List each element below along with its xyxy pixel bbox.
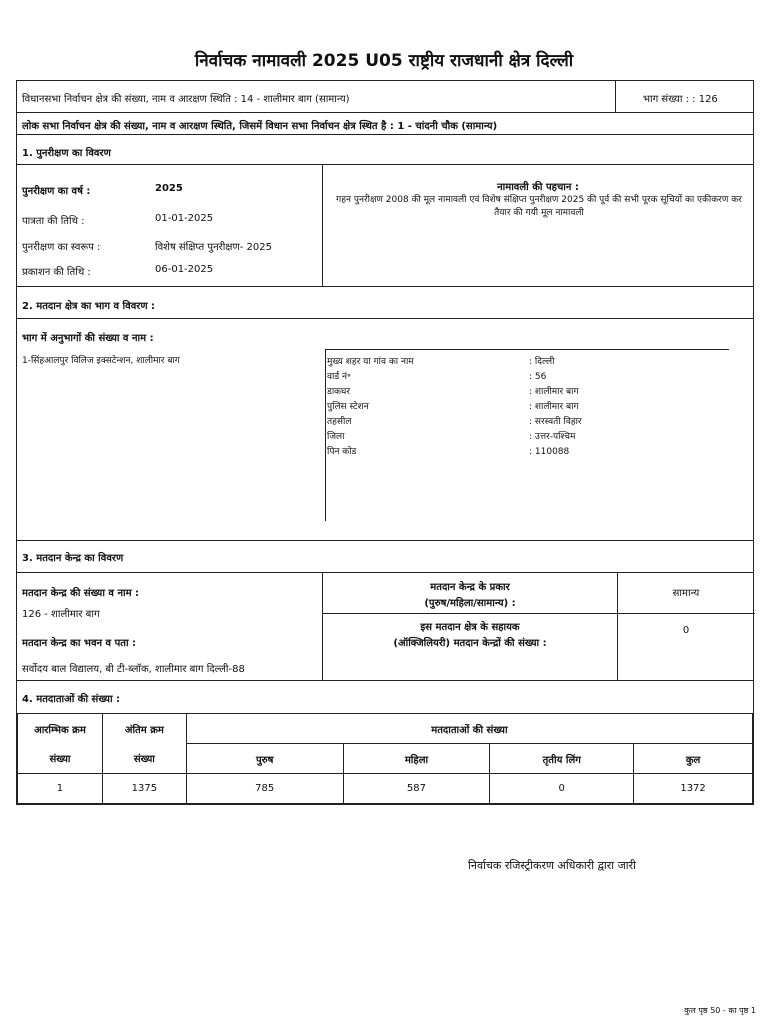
aux-station-label-1: इस मतदान क्षेत्र के सहायक xyxy=(420,622,520,633)
voter-count-table xyxy=(17,713,753,804)
assembly-row xyxy=(17,81,753,113)
voter-count-table-wrap xyxy=(17,713,753,804)
end-serial-header-1: अंतिम क्रम xyxy=(102,714,186,744)
roll-cover-frame xyxy=(16,80,754,805)
section-1-name: 1-सिंहआलपुर विलिज इक्सटेन्शन, शालीमार बाग xyxy=(22,356,180,366)
female-count: 587 xyxy=(343,774,490,804)
issuing-authority: निर्वाचक रजिस्ट्रीकरण अधिकारी द्वारा जारी xyxy=(468,859,636,872)
end-serial-header-2: संख्या xyxy=(102,744,186,774)
lok-sabha-row xyxy=(17,113,753,135)
address-value: : 56 xyxy=(529,372,547,382)
qualifying-date-label: पात्रता की तिथि : xyxy=(22,216,85,227)
polling-area-heading-row xyxy=(17,287,753,319)
address-key: जिला xyxy=(327,432,345,442)
roll-identification-text: गहन पुनरीक्षण 2008 की मूल नामावली एवं विशेष संक्षिप्त पुनरीक्षण 2025 की पूर्व की सभी पूरक सूचियों का एकीकरण कर तैयार की गयी मूल नामावली xyxy=(336,195,742,218)
polling-area-heading: 2. मतदान क्षेत्र का भाग व विवरण : xyxy=(22,301,156,312)
station-number-label: मतदान केन्द्र की संख्या व नाम : xyxy=(22,588,140,599)
address-value: : सरस्वती विहार xyxy=(529,417,582,427)
roll-identification-label: नामावली की पहचान : xyxy=(497,182,579,193)
address-row xyxy=(327,400,731,415)
address-key: मुख्य शहर या गांव का नाम xyxy=(327,357,414,367)
total-header: कुल xyxy=(634,744,753,774)
address-value: : 110088 xyxy=(529,447,570,457)
revision-type-value: विशेष संक्षिप्त पुनरीक्षण- 2025 xyxy=(155,242,272,253)
male-header: पुरुष xyxy=(186,744,343,774)
station-type-label-2: (पुरुष/महिला/सामान्य) : xyxy=(424,598,516,609)
polling-area-address xyxy=(327,355,731,460)
total-count: 1372 xyxy=(634,774,753,804)
document-title: निर्वाचक नामावली 2025 U05 राष्ट्रीय राजधानी क्षेत्र दिल्ली xyxy=(194,51,574,71)
female-header: महिला xyxy=(343,744,490,774)
lok-sabha-constituency: लोक सभा निर्वाचन क्षेत्र की संख्या, नाम व आरक्षण स्थिति, जिसमें विधान सभा निर्वाचन क्षेत्र स्थित है : 1 - चांदनी चौक (सामान्य) xyxy=(22,121,498,132)
revision-year-label: पुनरीक्षण का वर्ष : xyxy=(22,186,91,197)
address-value: : उत्तर-पश्चिम xyxy=(529,432,576,442)
address-row xyxy=(327,445,731,460)
address-row xyxy=(327,355,731,370)
polling-station-details-row xyxy=(17,573,753,681)
voters-heading-row xyxy=(17,681,753,713)
publication-date-label: प्रकाशन की तिथि : xyxy=(22,267,91,278)
address-key: वार्ड नं॰ xyxy=(327,372,351,382)
address-row xyxy=(327,430,731,445)
station-building-label: मतदान केन्द्र का भवन व पता : xyxy=(22,638,137,649)
polling-area-details-row xyxy=(17,319,753,541)
address-row xyxy=(327,370,731,385)
third-gender-count: 0 xyxy=(490,774,634,804)
address-row xyxy=(327,415,731,430)
sections-label: भाग में अनुभागों की संख्या व नाम : xyxy=(22,333,154,344)
address-key: डाकघर xyxy=(327,387,351,397)
revision-year-value: 2025 xyxy=(155,183,183,194)
address-value: : शालीमार बाग xyxy=(529,402,579,412)
aux-station-value: 0 xyxy=(682,625,690,636)
voter-count-header: मतदाताओं की संख्या xyxy=(186,714,752,744)
station-building-value: सर्वोदय बाल विद्यालय, बी टी-ब्लॉक, शालीमार बाग दिल्ली-88 xyxy=(22,664,245,675)
station-type-label-1: मतदान केन्द्र के प्रकार xyxy=(430,582,510,593)
revision-type-label: पुनरीक्षण का स्वरूप : xyxy=(22,242,101,253)
station-type-value: सामान्य xyxy=(672,588,700,599)
aux-station-label-2: (ऑक्जिलियरी) मतदान केन्द्रों की संख्या : xyxy=(393,638,547,649)
address-key: पिन कोड xyxy=(327,447,357,457)
third-gender-header: तृतीय लिंग xyxy=(490,744,634,774)
revision-heading-row xyxy=(17,135,753,165)
revision-details-row xyxy=(17,165,753,287)
start-serial-value: 1 xyxy=(18,774,103,804)
station-number-value: 126 - शालीमार बाग xyxy=(22,609,100,620)
address-key: पुलिस स्टेशन xyxy=(327,402,369,412)
start-serial-header-2: संख्या xyxy=(18,744,103,774)
address-key: तहसील xyxy=(327,417,352,427)
polling-station-heading: 3. मतदान केन्द्र का विवरण xyxy=(22,553,124,564)
voters-heading: 4. मतदाताओं की संख्या : xyxy=(22,694,121,705)
publication-date-value: 06-01-2025 xyxy=(155,264,214,275)
address-value: : दिल्ली xyxy=(529,357,555,367)
start-serial-header-1: आरम्भिक क्रम xyxy=(18,714,103,744)
revision-heading: 1. पुनरीक्षण का विवरण xyxy=(22,148,111,159)
end-serial-value: 1375 xyxy=(102,774,186,804)
address-value: : शालीमार बाग xyxy=(529,387,579,397)
address-row xyxy=(327,385,731,400)
polling-station-heading-row xyxy=(17,541,753,573)
page-number: कुल पृष्ठ 50 - का पृष्ठ 1 xyxy=(684,1006,756,1015)
part-number: भाग संख्या : : 126 xyxy=(643,94,718,105)
male-count: 785 xyxy=(186,774,343,804)
assembly-constituency: विधानसभा निर्वाचन क्षेत्र की संख्या, नाम व आरक्षण स्थिति : 14 - शालीमार बाग (सामान्य) xyxy=(22,94,350,105)
qualifying-date-value: 01-01-2025 xyxy=(155,213,214,224)
